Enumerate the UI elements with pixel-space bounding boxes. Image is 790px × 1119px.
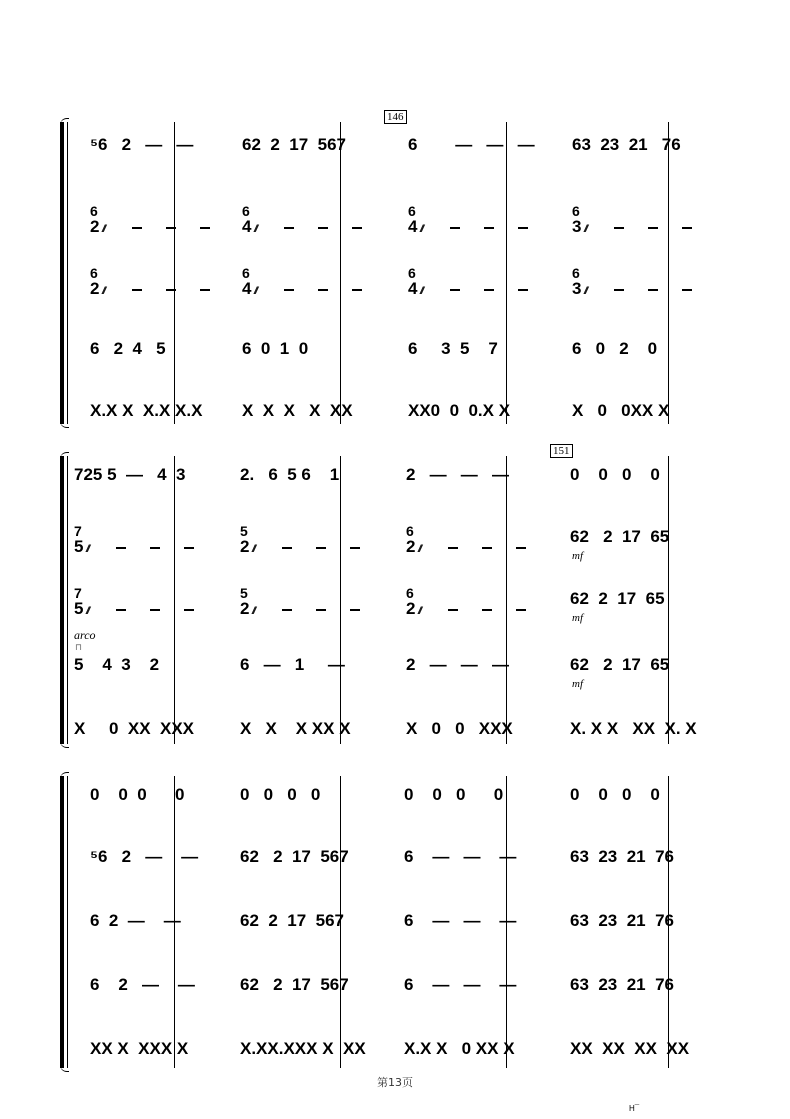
- measure-notes: 6 — 1 —: [240, 655, 345, 674]
- chord-bottom-note: 4: [242, 217, 252, 236]
- measure-notes: 0 0 0 0: [404, 785, 504, 804]
- sustain-dash: [482, 609, 492, 611]
- measure-notes: X. X X XX X. X: [570, 719, 697, 738]
- chord-top-note: 7: [74, 523, 82, 539]
- measure-notes: X 0 0 XXX: [406, 719, 513, 738]
- sustain-dash: [318, 289, 328, 291]
- measure-notes: 6 3 5 7: [408, 339, 498, 358]
- measure-notes: 62 2 17 567: [240, 847, 349, 866]
- tremolo-mark: ///: [418, 606, 421, 617]
- sustain-dash: [518, 227, 528, 229]
- dynamic-mf: mf: [572, 678, 583, 690]
- down-bow-icon: ⊓: [75, 642, 83, 652]
- chord-bottom-note: 5: [74, 599, 84, 618]
- measure-notes: 63 23 21 76: [570, 975, 674, 994]
- chord-bottom-note: 3: [572, 279, 582, 298]
- measure-notes: 63 23 21 76: [570, 911, 674, 930]
- chord-bottom-note: 2: [90, 217, 100, 236]
- rehearsal-mark: 151: [550, 444, 573, 458]
- sustain-dash: [316, 547, 326, 549]
- page-number: 第13页: [377, 1076, 413, 1089]
- sustain-dash: [150, 547, 160, 549]
- barline: [668, 456, 669, 744]
- sustain-dash: [200, 227, 210, 229]
- measure-notes: 0 0 0 0: [570, 465, 660, 484]
- sustain-dash: [282, 547, 292, 549]
- tremolo-mark: ///: [420, 286, 423, 297]
- score-system: [58, 772, 732, 1072]
- measure-notes: 62 2 17 567: [240, 911, 344, 930]
- measure-notes: 62 2 17 65: [570, 655, 670, 674]
- measure-notes: XX XX XX XX: [570, 1039, 690, 1058]
- sustain-dash: [450, 289, 460, 291]
- sustain-dash: [284, 227, 294, 229]
- sustain-dash: [352, 227, 362, 229]
- barline: [506, 122, 507, 424]
- tremolo-mark: ///: [252, 544, 255, 555]
- tremolo-mark: ///: [102, 224, 105, 235]
- chord-top-note: 7: [74, 585, 82, 601]
- sustain-dash: [316, 609, 326, 611]
- measure-notes: ⁵6 2 — —: [90, 135, 194, 154]
- chord-top-note: 5: [240, 523, 248, 539]
- score-system: [58, 445, 732, 748]
- sustain-dash: [448, 547, 458, 549]
- sustain-dash: [516, 547, 526, 549]
- tremolo-mark: ///: [584, 224, 587, 235]
- measure-notes: 62 2 17 65: [570, 527, 670, 546]
- sustain-dash: [614, 289, 624, 291]
- sustain-dash: [648, 227, 658, 229]
- sustain-dash: [132, 289, 142, 291]
- sustain-dash: [166, 289, 176, 291]
- chord-top-note: 6: [408, 203, 416, 219]
- barline: [506, 456, 507, 744]
- measure-notes: 2 — — —: [406, 655, 509, 674]
- sustain-dash: [132, 227, 142, 229]
- tremolo-mark: ///: [584, 286, 587, 297]
- barline: [340, 122, 341, 424]
- tremolo-mark: ///: [254, 224, 257, 235]
- corner-mark: H¯: [629, 1104, 640, 1113]
- sustain-dash: [200, 289, 210, 291]
- measure-notes: 6 2 4 5: [90, 339, 166, 358]
- measure-notes: XX0 0 0.X X: [408, 401, 511, 420]
- chord-bottom-note: 3: [572, 217, 582, 236]
- system-bracket: [58, 452, 70, 748]
- sustain-dash: [284, 289, 294, 291]
- measure-notes: 6 — — —: [404, 911, 517, 930]
- sustain-dash: [318, 227, 328, 229]
- arco-marking: arco: [74, 628, 96, 642]
- measure-notes: 2. 6 5 6 1: [240, 465, 340, 484]
- tremolo-mark: ///: [252, 606, 255, 617]
- measure-notes: 725 5 — 4 3: [74, 465, 186, 484]
- sustain-dash: [482, 547, 492, 549]
- measure-notes: 6 — — —: [404, 847, 517, 866]
- sustain-dash: [484, 227, 494, 229]
- system-bracket: [58, 118, 70, 428]
- measure-notes: 6 0 2 0: [572, 339, 658, 358]
- chord-bottom-note: 2: [406, 599, 416, 618]
- chord-top-note: 5: [240, 585, 248, 601]
- measure-notes: X X X XX X: [240, 719, 351, 738]
- sustain-dash: [116, 609, 126, 611]
- score-system: [58, 111, 732, 428]
- chord-bottom-note: 5: [74, 537, 84, 556]
- sustain-dash: [450, 227, 460, 229]
- chord-bottom-note: 2: [406, 537, 416, 556]
- sustain-dash: [166, 227, 176, 229]
- chord-top-note: 6: [406, 523, 414, 539]
- sustain-dash: [150, 609, 160, 611]
- measure-notes: 0 0 0 0: [90, 785, 185, 804]
- measure-notes: ⁵6 2 — —: [90, 847, 199, 866]
- measure-notes: 2 — — —: [406, 465, 509, 484]
- barline: [174, 456, 175, 744]
- sustain-dash: [350, 609, 360, 611]
- chord-bottom-note: 2: [90, 279, 100, 298]
- rehearsal-mark: 146: [384, 110, 407, 124]
- sustain-dash: [282, 609, 292, 611]
- dynamic-mf: mf: [572, 612, 583, 624]
- tremolo-mark: ///: [102, 286, 105, 297]
- measure-notes: X 0 XX XXX: [74, 719, 194, 738]
- chord-bottom-note: 2: [240, 599, 250, 618]
- barline: [340, 456, 341, 744]
- measure-notes: XX X XXX X: [90, 1039, 189, 1058]
- measure-notes: 62 2 17 65: [570, 589, 665, 608]
- tremolo-mark: ///: [420, 224, 423, 235]
- measure-notes: 6 0 1 0: [242, 339, 309, 358]
- tremolo-mark: ///: [254, 286, 257, 297]
- sustain-dash: [184, 609, 194, 611]
- measure-notes: 0 0 0 0: [570, 785, 660, 804]
- measure-notes: 6 — — —: [408, 135, 535, 154]
- chord-top-note: 6: [572, 203, 580, 219]
- tremolo-mark: ///: [418, 544, 421, 555]
- measure-notes: X X X X XX: [242, 401, 353, 420]
- barline: [174, 122, 175, 424]
- sustain-dash: [484, 289, 494, 291]
- measure-notes: 62 2 17 567: [242, 135, 346, 154]
- measure-notes: 6 — — —: [404, 975, 517, 994]
- chord-top-note: 6: [242, 203, 250, 219]
- measure-notes: 63 23 21 76: [572, 135, 681, 154]
- measure-notes: X.XX.XXX X XX: [240, 1039, 366, 1058]
- sustain-dash: [682, 227, 692, 229]
- measure-notes: 0 0 0 0: [240, 785, 321, 804]
- chord-top-note: 6: [90, 203, 98, 219]
- chord-bottom-note: 2: [240, 537, 250, 556]
- barline: [668, 122, 669, 424]
- chord-top-note: 6: [90, 265, 98, 281]
- chord-top-note: 6: [406, 585, 414, 601]
- chord-bottom-note: 4: [408, 279, 418, 298]
- sustain-dash: [682, 289, 692, 291]
- measure-notes: 62 2 17 567: [240, 975, 349, 994]
- chord-top-note: 6: [242, 265, 250, 281]
- measure-notes: 6 2 — —: [90, 911, 181, 930]
- chord-bottom-note: 4: [408, 217, 418, 236]
- dynamic-mf: mf: [572, 550, 583, 562]
- sustain-dash: [648, 289, 658, 291]
- sustain-dash: [614, 227, 624, 229]
- sustain-dash: [516, 609, 526, 611]
- measure-notes: 5 4 3 2: [74, 655, 160, 674]
- sustain-dash: [352, 289, 362, 291]
- measure-notes: X.X X 0 XX X: [404, 1039, 515, 1058]
- tremolo-mark: ///: [86, 544, 89, 555]
- measure-notes: 6 2 — —: [90, 975, 195, 994]
- system-bracket: [58, 772, 70, 1072]
- chord-top-note: 6: [572, 265, 580, 281]
- sustain-dash: [518, 289, 528, 291]
- sustain-dash: [448, 609, 458, 611]
- sustain-dash: [184, 547, 194, 549]
- measure-notes: 63 23 21 76: [570, 847, 674, 866]
- chord-top-note: 6: [408, 265, 416, 281]
- tremolo-mark: ///: [86, 606, 89, 617]
- chord-bottom-note: 4: [242, 279, 252, 298]
- sustain-dash: [116, 547, 126, 549]
- measure-notes: X.X X X.X X.X: [90, 401, 203, 420]
- measure-notes: X 0 0XX X: [572, 401, 670, 420]
- sustain-dash: [350, 547, 360, 549]
